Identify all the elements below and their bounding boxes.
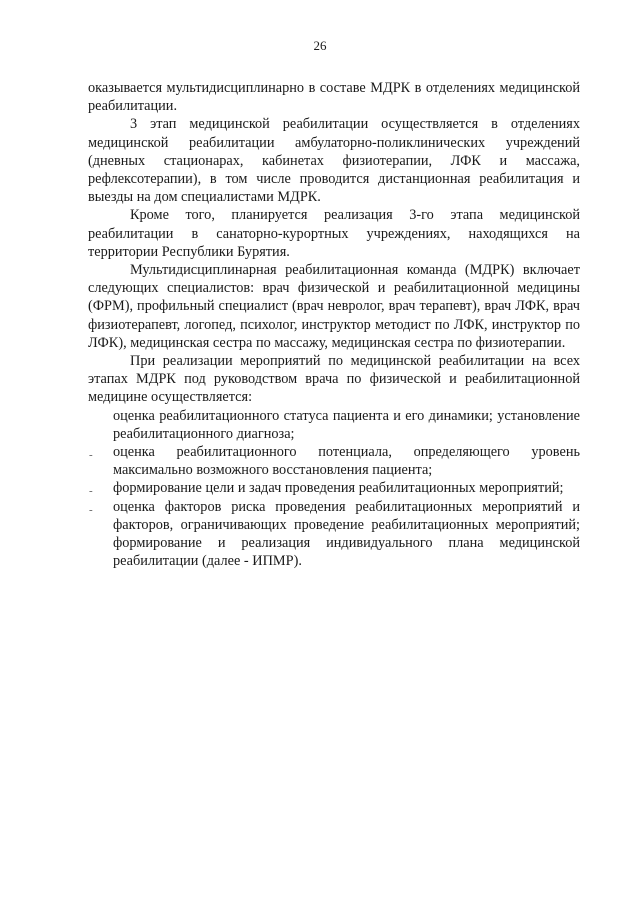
list-item-text: формирование цели и задач проведения реабилитационных мероприятий; [113,480,564,497]
paragraph: 3 этап медицинской реабилитации осуществляется в отделениях медицинской реабилитации амбулаторно-поликлинических учреждений (дневных стационарах, кабинетах физиотерапии, ЛФК и массажа, рефлексотерапии), в том числе проводится дистанционная реабилитация и выезды на дом специалистами МДРК. [88,116,580,206]
page-number: 26 [313,38,327,53]
paragraph: оказывается мультидисциплинарно в составе МДРК в отделениях медицинской реабилитации. [88,80,580,115]
paragraph: Мультидисциплинарная реабилитационная команда (МДРК) включает следующих специалистов: врач физической и реабилитационной медицины (ФРМ), профильный специалист (врач невролог, врач терапевт), врач ЛФК, врач физиотерапевт, логопед, психолог, инструктор методист по ЛФК, инструктор по ЛФК), медицинская сестра по массажу, медицинская сестра по физиотерапии. [88,262,580,351]
document-body [88,79,580,570]
list-item-text: оценка факторов риска проведения реабилитационных мероприятий и факторов, ограничивающих проведение реабилитационных мероприятий; формирование и реализация индивидуального плана медицинской реабилитации (далее - ИПМР). [113,498,580,570]
paragraph: При реализации мероприятий по медицинской реабилитации на всех этапах МДРК под руководством врача по физической и реабилитационной медицине осуществляется: [88,353,580,406]
bullet-list [88,407,580,571]
bullet-marker: - [89,449,93,462]
paragraph: Кроме того, планируется реализация 3-го этапа медицинской реабилитации в санаторно-курортных учреждениях, находящихся на территории Республики Бурятия. [88,207,580,260]
list-item-text: оценка реабилитационного статуса пациента и его динамики; установление реабилитационного диагноза; [113,407,580,442]
list-item-text: оценка реабилитационного потенциала, определяющего уровень максимально возможного восстановления пациента; [113,444,580,479]
bullet-marker: - [89,503,93,516]
list-item [88,443,580,479]
bullet-marker: - [89,485,93,498]
list-item [88,498,580,571]
list-item [88,407,580,443]
list-item [88,479,580,497]
